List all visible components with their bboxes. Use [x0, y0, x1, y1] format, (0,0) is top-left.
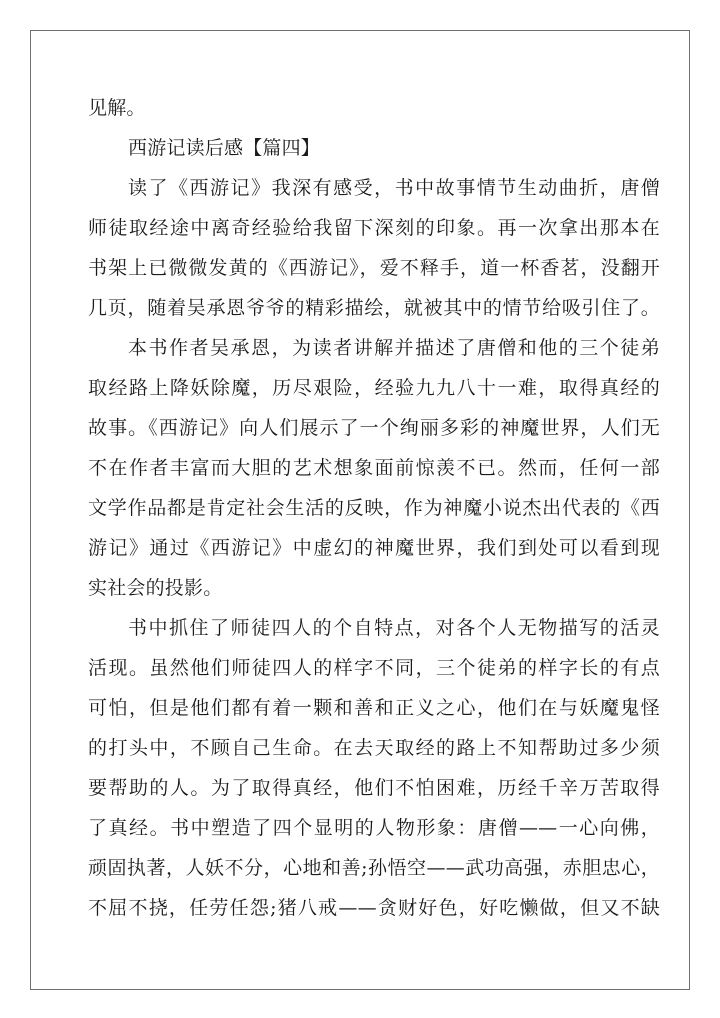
text-line-14: 书中抓住了师徒四人的个自特点，对各个人无物描写的活灵 [128, 617, 660, 639]
text-line-4: 师徒取经途中离奇经验给我留下深刻的印象。再一次拿出那本在 [88, 217, 660, 239]
text-line-21: 不屈不挠，任劳任怨;猪八戒——贪财好色，好吃懒做，但又不缺 [88, 897, 660, 919]
text-line-1: 见解。 [88, 97, 146, 119]
document-body [88, 88, 660, 928]
text-line-7: 本书作者吴承恩，为读者讲解并描述了唐僧和他的三个徒弟 [128, 337, 660, 359]
text-line-10: 不在作者丰富而大胆的艺术想象面前惊羡不已。然而，任何一部 [88, 457, 660, 479]
text-line-11: 文学作品都是肯定社会生活的反映，作为神魔小说杰出代表的《西 [88, 497, 660, 519]
text-line-16: 可怕，但是他们都有着一颗和善和正义之心，他们在与妖魔鬼怪 [88, 697, 660, 719]
section-heading: 西游记读后感【篇四】 [128, 137, 321, 159]
text-line-12: 游记》通过《西游记》中虚幻的神魔世界，我们到处可以看到现 [88, 537, 660, 559]
text-line-15: 活现。虽然他们师徒四人的样字不同，三个徒弟的样字长的有点 [88, 657, 660, 679]
text-line-8: 取经路上降妖除魔，历尽艰险，经验九九八十一难，取得真经的 [88, 377, 660, 399]
text-line-13: 实社会的投影。 [88, 577, 223, 599]
text-line-17: 的打头中，不顾自己生命。在去天取经的路上不知帮助过多少须 [88, 737, 660, 759]
text-line-20: 顽固执著，人妖不分，心地和善;孙悟空——武功高强，赤胆忠心， [88, 857, 660, 879]
text-line-19: 了真经。书中塑造了四个显明的人物形象：唐僧——一心向佛， [88, 817, 660, 839]
text-line-18: 要帮助的人。为了取得真经，他们不怕困难，历经千辛万苦取得 [88, 777, 660, 799]
text-line-3: 读了《西游记》我深有感受，书中故事情节生动曲折，唐僧 [128, 177, 660, 199]
text-line-5: 书架上已微微发黄的《西游记》，爱不释手，道一杯香茗，没翻开 [88, 257, 660, 279]
text-line-6: 几页，随着吴承恩爷爷的精彩描绘，就被其中的情节给吸引住了。 [88, 297, 660, 319]
text-line-9: 故事。《西游记》向人们展示了一个绚丽多彩的神魔世界，人们无 [88, 417, 660, 439]
